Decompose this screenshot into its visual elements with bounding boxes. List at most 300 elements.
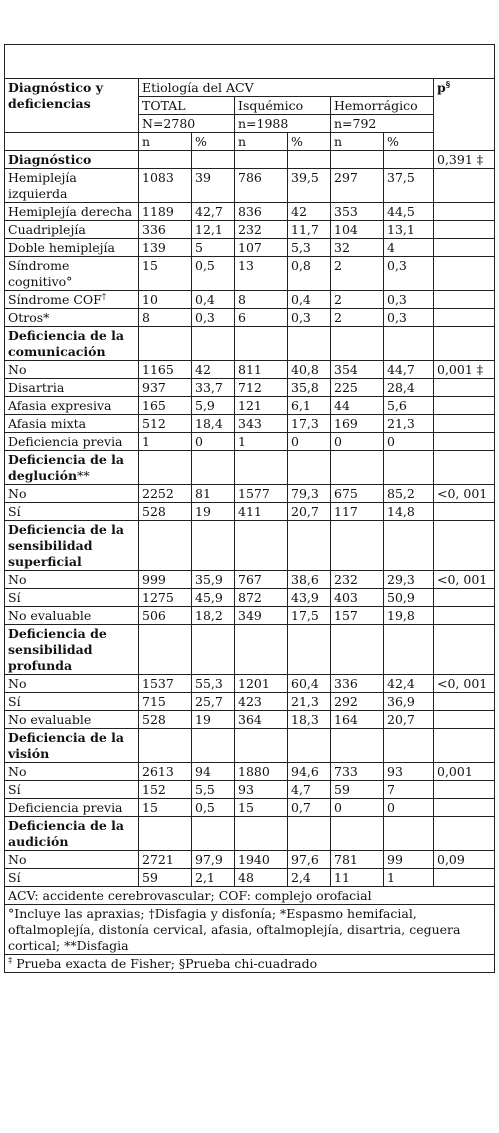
value-cell: 1201	[235, 675, 288, 693]
row-label-cell	[5, 169, 139, 203]
row-label-cell	[5, 869, 139, 887]
table-row	[5, 589, 495, 607]
table-row	[5, 379, 495, 397]
value-cell: 152	[139, 781, 192, 799]
row-label: Otros*	[8, 310, 50, 325]
header-n-hemorragico: n=792	[331, 115, 434, 133]
value-cell: 38,6	[288, 571, 331, 589]
value-cell: 81	[192, 485, 235, 503]
value-cell: 39	[192, 169, 235, 203]
row-label-cell	[5, 309, 139, 327]
value-cell: 43,9	[288, 589, 331, 607]
section-label: Deficiencia de la visión	[8, 730, 124, 761]
value-cell	[288, 625, 331, 675]
p-value-cell	[434, 239, 495, 257]
value-cell: 0,8	[288, 257, 331, 291]
value-cell: 97,6	[288, 851, 331, 869]
value-cell: 25,7	[192, 693, 235, 711]
value-cell: 733	[331, 763, 384, 781]
row-label-cell	[5, 763, 139, 781]
value-cell: 164	[331, 711, 384, 729]
header-diagnosis: Diagnóstico y deficiencias	[5, 79, 139, 133]
row-label-cell	[5, 379, 139, 397]
value-cell	[288, 817, 331, 851]
value-cell: 85,2	[384, 485, 434, 503]
row-label-cell	[5, 257, 139, 291]
section-label-cell	[5, 521, 139, 571]
value-cell	[192, 521, 235, 571]
value-cell: 8	[235, 291, 288, 309]
header-row-1	[5, 79, 495, 97]
value-cell: 44	[331, 397, 384, 415]
value-cell: 36,9	[384, 693, 434, 711]
table-row	[5, 763, 495, 781]
row-label: Sí	[8, 782, 21, 797]
value-cell	[331, 451, 384, 485]
p-value-cell	[434, 817, 495, 851]
row-label-cell	[5, 397, 139, 415]
section-label-cell	[5, 451, 139, 485]
value-cell: 55,3	[192, 675, 235, 693]
document	[4, 44, 494, 973]
footnote-symbols: °Incluye las apraxias; †Disfagia y disfonía; *Espasmo hemifacial, oftalmoplejía, distonía cervical, afasia, oftalmoplejía, disartria, ceguera cortical; **Disfagia	[5, 905, 495, 955]
value-cell	[384, 729, 434, 763]
value-cell: 1189	[139, 203, 192, 221]
row-label: Deficiencia previa	[8, 800, 123, 815]
row-label: Afasia expresiva	[8, 398, 112, 413]
value-cell: 811	[235, 361, 288, 379]
row-label: Sí	[8, 504, 21, 519]
value-cell: 1940	[235, 851, 288, 869]
row-label: No	[8, 572, 27, 587]
value-cell: 0,3	[288, 309, 331, 327]
value-cell: 44,5	[384, 203, 434, 221]
value-cell: 12,1	[192, 221, 235, 239]
table-row	[5, 781, 495, 799]
value-cell	[139, 817, 192, 851]
value-cell: 5,6	[384, 397, 434, 415]
row-label: Síndrome COF	[8, 292, 102, 307]
header-group-total: TOTAL	[139, 97, 235, 115]
value-cell: 0,5	[192, 257, 235, 291]
value-cell	[288, 327, 331, 361]
header-p-label: p	[437, 80, 446, 95]
value-cell	[139, 327, 192, 361]
value-cell	[192, 625, 235, 675]
value-cell: 1275	[139, 589, 192, 607]
value-cell: 5	[192, 239, 235, 257]
row-label-cell	[5, 239, 139, 257]
value-cell: 675	[331, 485, 384, 503]
value-cell: 93	[235, 781, 288, 799]
value-cell	[331, 327, 384, 361]
row-label-cell	[5, 485, 139, 503]
header-p-sup: §	[445, 79, 451, 90]
p-value-cell	[434, 503, 495, 521]
row-label: No	[8, 852, 27, 867]
row-label-cell	[5, 799, 139, 817]
row-label-cell	[5, 711, 139, 729]
row-label: Doble hemiplejía	[8, 240, 115, 255]
p-value-cell	[434, 379, 495, 397]
value-cell: 423	[235, 693, 288, 711]
value-cell: 6	[235, 309, 288, 327]
table-row	[5, 607, 495, 625]
value-cell: 712	[235, 379, 288, 397]
value-cell	[288, 451, 331, 485]
value-cell: 512	[139, 415, 192, 433]
value-cell	[288, 521, 331, 571]
footnote-tests	[5, 955, 495, 973]
value-cell	[192, 327, 235, 361]
section-label-cell	[5, 729, 139, 763]
section-label: Diagnóstico	[8, 152, 92, 167]
value-cell: 8	[139, 309, 192, 327]
value-cell: 7	[384, 781, 434, 799]
footnote-tests-text: Prueba exacta de Fisher; §Prueba chi-cuadrado	[12, 956, 318, 971]
p-value-cell	[434, 169, 495, 203]
value-cell: 11,7	[288, 221, 331, 239]
p-value-cell	[434, 781, 495, 799]
section-row	[5, 327, 495, 361]
value-cell: 42,4	[384, 675, 434, 693]
value-cell	[384, 151, 434, 169]
footnote-tests-sup: ‡	[8, 955, 13, 966]
header-p	[434, 79, 495, 151]
footnote-row	[5, 905, 495, 955]
value-cell: 42	[288, 203, 331, 221]
value-cell: 19,8	[384, 607, 434, 625]
header-n-isquemico: n=1988	[235, 115, 331, 133]
value-cell: 139	[139, 239, 192, 257]
value-cell: 232	[235, 221, 288, 239]
value-cell	[139, 521, 192, 571]
section-label: Deficiencia de la audición	[8, 818, 124, 849]
value-cell	[384, 327, 434, 361]
value-cell: 0,3	[192, 309, 235, 327]
row-label: No	[8, 362, 27, 377]
value-cell: 35,8	[288, 379, 331, 397]
row-label-cell	[5, 291, 139, 309]
value-cell: 2,1	[192, 869, 235, 887]
row-label-cell	[5, 415, 139, 433]
value-cell: 11	[331, 869, 384, 887]
section-label: Deficiencia de la comunicación	[8, 328, 124, 359]
header-etiology: Etiología del ACV	[139, 79, 434, 97]
value-cell: 353	[331, 203, 384, 221]
value-cell: 0,3	[384, 257, 434, 291]
table-row	[5, 711, 495, 729]
table-row	[5, 675, 495, 693]
section-label-cell	[5, 151, 139, 169]
label-suffix: **	[77, 468, 90, 483]
row-label-cell	[5, 503, 139, 521]
row-label: Deficiencia previa	[8, 434, 123, 449]
header-group-hemorragico: Hemorrágico	[331, 97, 434, 115]
table-row	[5, 169, 495, 203]
row-label: Síndrome cognitivo°	[8, 258, 73, 289]
value-cell	[235, 729, 288, 763]
value-cell: 29,3	[384, 571, 434, 589]
value-cell: 937	[139, 379, 192, 397]
value-cell	[384, 817, 434, 851]
p-value-cell: <0, 001	[434, 485, 495, 503]
value-cell: 767	[235, 571, 288, 589]
section-row	[5, 817, 495, 851]
value-cell: 79,3	[288, 485, 331, 503]
table-row	[5, 221, 495, 239]
section-label-cell	[5, 327, 139, 361]
row-label-cell	[5, 221, 139, 239]
section-label-cell	[5, 817, 139, 851]
value-cell: 60,4	[288, 675, 331, 693]
table-row	[5, 693, 495, 711]
value-cell	[384, 521, 434, 571]
value-cell	[192, 451, 235, 485]
header-row-4	[5, 133, 495, 151]
row-label: Hemiplejía izquierda	[8, 170, 77, 201]
value-cell: 33,7	[192, 379, 235, 397]
value-cell: 5,9	[192, 397, 235, 415]
footnote-abbrev: ACV: accidente cerebrovascular; COF: complejo orofacial	[5, 887, 495, 905]
p-value-cell: 0,001	[434, 763, 495, 781]
value-cell: 5,5	[192, 781, 235, 799]
value-cell: 225	[331, 379, 384, 397]
value-cell: 2613	[139, 763, 192, 781]
value-cell: 0	[288, 433, 331, 451]
value-cell: 0,7	[288, 799, 331, 817]
value-cell: 45,9	[192, 589, 235, 607]
label-sup: †	[101, 291, 107, 302]
value-cell: 872	[235, 589, 288, 607]
value-cell: 781	[331, 851, 384, 869]
table-row	[5, 239, 495, 257]
value-cell: 19	[192, 503, 235, 521]
p-value-cell	[434, 451, 495, 485]
header-group-isquemico: Isquémico	[235, 97, 331, 115]
table-row	[5, 415, 495, 433]
row-label: Hemiplejía derecha	[8, 204, 133, 219]
value-cell	[235, 521, 288, 571]
table-row	[5, 291, 495, 309]
value-cell: 411	[235, 503, 288, 521]
table-row	[5, 203, 495, 221]
p-value-cell	[434, 693, 495, 711]
value-cell: 2	[331, 309, 384, 327]
p-value-cell	[434, 521, 495, 571]
header-sub: %	[288, 133, 331, 151]
value-cell	[192, 729, 235, 763]
value-cell: 104	[331, 221, 384, 239]
value-cell: 297	[331, 169, 384, 203]
value-cell	[331, 625, 384, 675]
table-row	[5, 433, 495, 451]
section-row	[5, 729, 495, 763]
value-cell: 18,4	[192, 415, 235, 433]
value-cell	[384, 451, 434, 485]
value-cell: 21,3	[288, 693, 331, 711]
value-cell: 157	[331, 607, 384, 625]
value-cell: 2721	[139, 851, 192, 869]
value-cell	[288, 729, 331, 763]
table-row	[5, 397, 495, 415]
p-value-cell: <0, 001	[434, 571, 495, 589]
value-cell: 4,7	[288, 781, 331, 799]
row-label: No	[8, 676, 27, 691]
value-cell: 0,4	[192, 291, 235, 309]
p-value-cell: 0,391 ‡	[434, 151, 495, 169]
value-cell	[331, 729, 384, 763]
row-label: No	[8, 486, 27, 501]
value-cell	[139, 729, 192, 763]
p-value-cell: 0,09	[434, 851, 495, 869]
row-label: Sí	[8, 694, 21, 709]
value-cell	[331, 151, 384, 169]
header-n-total: N=2780	[139, 115, 235, 133]
header-empty-cell	[5, 133, 139, 151]
value-cell: 336	[139, 221, 192, 239]
value-cell: 2,4	[288, 869, 331, 887]
value-cell: 93	[384, 763, 434, 781]
value-cell: 364	[235, 711, 288, 729]
row-label: Disartria	[8, 380, 65, 395]
value-cell: 19	[192, 711, 235, 729]
p-value-cell	[434, 625, 495, 675]
row-label-cell	[5, 693, 139, 711]
value-cell: 0	[331, 433, 384, 451]
value-cell: 0,3	[384, 291, 434, 309]
value-cell: 1577	[235, 485, 288, 503]
value-cell: 836	[235, 203, 288, 221]
value-cell: 99	[384, 851, 434, 869]
row-label-cell	[5, 571, 139, 589]
section-label-cell	[5, 625, 139, 675]
value-cell: 1165	[139, 361, 192, 379]
value-cell: 50,9	[384, 589, 434, 607]
row-label-cell	[5, 607, 139, 625]
row-label: No evaluable	[8, 608, 92, 623]
value-cell: 20,7	[288, 503, 331, 521]
value-cell: 1	[235, 433, 288, 451]
p-value-cell	[434, 729, 495, 763]
table-top-spacer	[5, 45, 495, 79]
value-cell: 121	[235, 397, 288, 415]
value-cell: 0,4	[288, 291, 331, 309]
row-label-cell	[5, 203, 139, 221]
value-cell: 1880	[235, 763, 288, 781]
value-cell: 0,5	[192, 799, 235, 817]
row-label-cell	[5, 589, 139, 607]
row-label: Sí	[8, 870, 21, 885]
value-cell: 18,3	[288, 711, 331, 729]
header-sub: %	[192, 133, 235, 151]
p-value-cell: <0, 001	[434, 675, 495, 693]
value-cell: 999	[139, 571, 192, 589]
value-cell: 2	[331, 257, 384, 291]
value-cell: 336	[331, 675, 384, 693]
value-cell: 2252	[139, 485, 192, 503]
row-label: Sí	[8, 590, 21, 605]
section-row	[5, 521, 495, 571]
row-label-cell	[5, 675, 139, 693]
value-cell: 232	[331, 571, 384, 589]
value-cell	[331, 521, 384, 571]
value-cell: 715	[139, 693, 192, 711]
value-cell: 40,8	[288, 361, 331, 379]
value-cell: 94	[192, 763, 235, 781]
row-label-cell	[5, 851, 139, 869]
p-value-cell	[434, 309, 495, 327]
footnote-row	[5, 955, 495, 973]
row-label: No evaluable	[8, 712, 92, 727]
table-row	[5, 257, 495, 291]
p-value-cell	[434, 607, 495, 625]
header-sub: n	[139, 133, 192, 151]
value-cell: 0	[384, 799, 434, 817]
section-label: Deficiencia de la sensibilidad superficial	[8, 522, 124, 569]
value-cell: 97,9	[192, 851, 235, 869]
section-row	[5, 151, 495, 169]
section-row	[5, 625, 495, 675]
value-cell: 17,5	[288, 607, 331, 625]
table-row	[5, 799, 495, 817]
value-cell: 35,9	[192, 571, 235, 589]
value-cell: 354	[331, 361, 384, 379]
value-cell: 48	[235, 869, 288, 887]
data-table	[4, 44, 495, 973]
value-cell	[235, 817, 288, 851]
value-cell: 2	[331, 291, 384, 309]
value-cell: 39,5	[288, 169, 331, 203]
value-cell: 5,3	[288, 239, 331, 257]
p-value-cell	[434, 221, 495, 239]
value-cell: 15	[139, 799, 192, 817]
p-value-cell	[434, 869, 495, 887]
section-row	[5, 451, 495, 485]
p-value-cell	[434, 327, 495, 361]
value-cell: 14,8	[384, 503, 434, 521]
table-row	[5, 485, 495, 503]
row-label-cell	[5, 433, 139, 451]
header-sub: %	[384, 133, 434, 151]
value-cell	[192, 817, 235, 851]
value-cell: 59	[331, 781, 384, 799]
table-row	[5, 571, 495, 589]
value-cell	[139, 151, 192, 169]
header-sub: n	[235, 133, 288, 151]
value-cell	[384, 625, 434, 675]
value-cell: 42	[192, 361, 235, 379]
value-cell: 21,3	[384, 415, 434, 433]
value-cell: 94,6	[288, 763, 331, 781]
row-label: Afasia mixta	[8, 416, 87, 431]
value-cell: 169	[331, 415, 384, 433]
value-cell: 18,2	[192, 607, 235, 625]
value-cell	[235, 451, 288, 485]
value-cell: 13	[235, 257, 288, 291]
value-cell: 349	[235, 607, 288, 625]
value-cell	[192, 151, 235, 169]
p-value-cell	[434, 415, 495, 433]
table-row	[5, 361, 495, 379]
p-value-cell	[434, 433, 495, 451]
value-cell: 107	[235, 239, 288, 257]
value-cell: 15	[139, 257, 192, 291]
value-cell: 10	[139, 291, 192, 309]
table-row	[5, 503, 495, 521]
value-cell: 28,4	[384, 379, 434, 397]
p-value-cell	[434, 711, 495, 729]
